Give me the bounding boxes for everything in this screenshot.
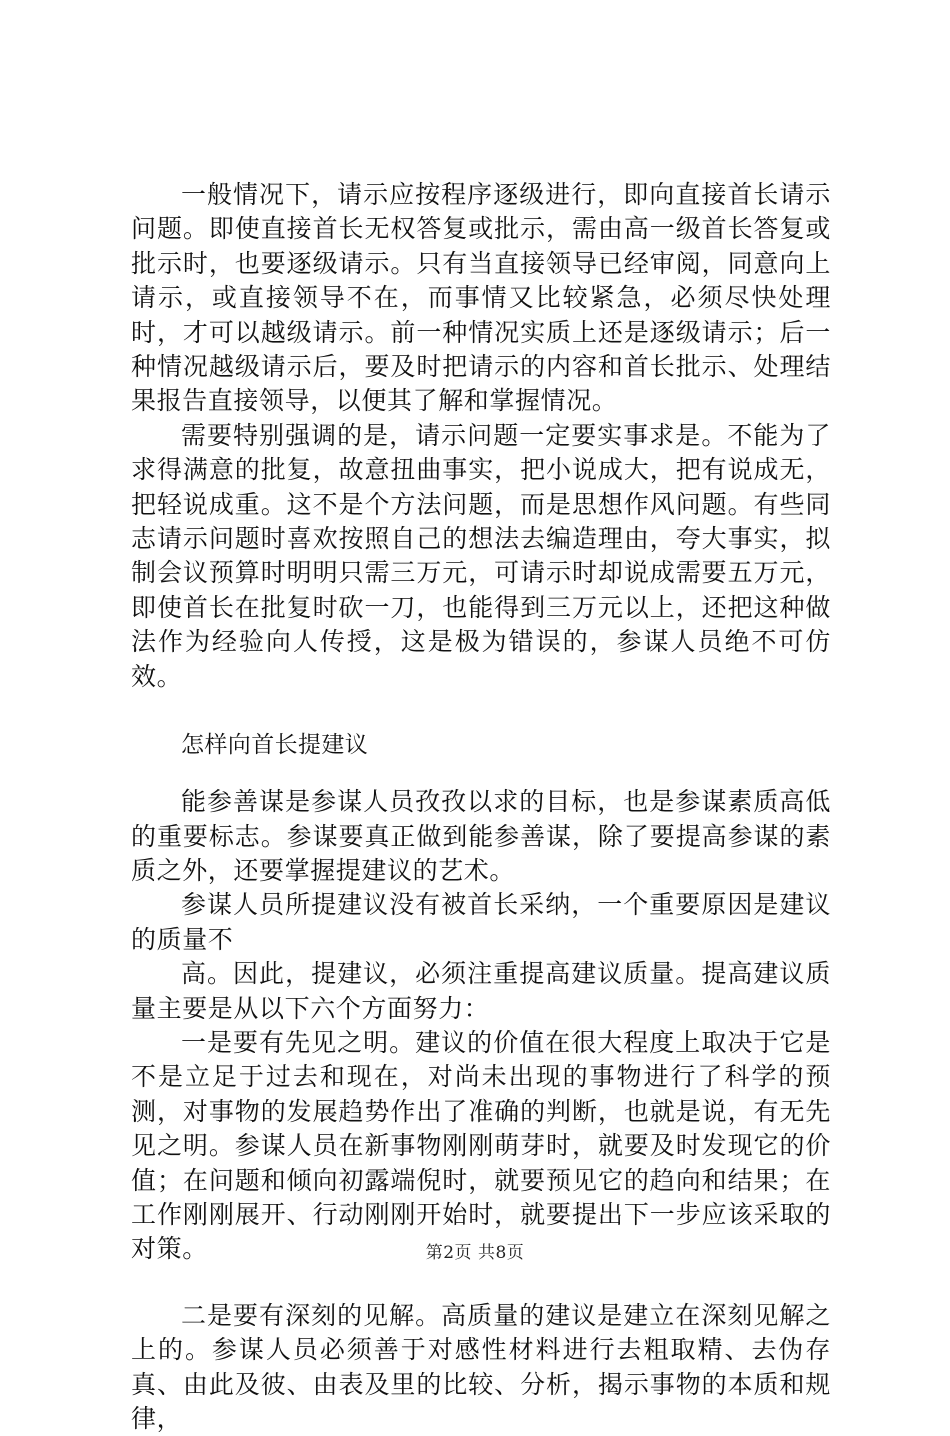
paragraph-rejection-reason: 参谋人员所提建议没有被首长采纳，一个重要原因是建议的质量不 [131, 890, 831, 954]
paragraph-quality-efforts: 高。因此，提建议，必须注重提高建议质量。提高建议质量主要是从以下六个方面努力： [131, 959, 831, 1023]
page-footer: 第2页 共8页 [425, 1243, 525, 1263]
paragraph-advice-art: 能参善谋是参谋人员孜孜以求的目标，也是参谋素质高低的重要标志。参谋要真正做到能参善谋，除了要提高参谋的素质之外，还要掌握提建议的艺术。 [131, 787, 831, 885]
paragraph-escalation-rules: 一般情况下，请示应按程序逐级进行，即向直接首长请示问题。即使直接首长无权答复或批示，需由高一级首长答复或批示时，也要逐级请示。只有当直接领导已经审阅，同意向上请示，或直接领导不在，而事情又比较紧急，必须尽快处理时，才可以越级请示。前一种情况实质上还是逐级请示；后一种情况越级请示后，要及时把请示的内容和首长批示、处理结果报告直接领导，以便其了解和掌握情况。 [131, 180, 831, 416]
paragraph-deep-insight: 二是要有深刻的见解。高质量的建议是建立在深刻见解之上的。参谋人员必须善于对感性材料进行去粗取精、去伪存真、由此及彼、由表及里的比较、分析，揭示事物的本质和规律， [131, 1300, 831, 1433]
paragraph-truthful-requests: 需要特别强调的是，请示问题一定要实事求是。不能为了求得满意的批复，故意扭曲事实，把小说成大，把有说成无，把轻说成重。这不是个方法问题，而是思想作风问题。有些同志请示问题时喜欢按照自己的想法去编造理由，夸大事实，拟制会议预算时明明只需三万元，可请示时却说成需要五万元，即使首长在批复时砍一刀，也能得到三万元以上，还把这种做法作为经验向人传授，这是极为错误的，参谋人员绝不可仿效。 [131, 420, 831, 691]
paragraph-foresight: 一是要有先见之明。建议的价值在很大程度上取决于它是不是立足于过去和现在，对尚未出现的事物进行了科学的预测，对事物的发展趋势作出了准确的判断，也就是说，有无先见之明。参谋人员在新事物刚刚萌芽时，就要及时发现它的价值；在问题和倾向初露端倪时，就要预见它的趋向和结果；在工作刚刚展开、行动刚刚开始时，就要提出下一步应该采取的对策。 [131, 1027, 831, 1264]
section-heading: 怎样向首长提建议 [181, 732, 369, 759]
